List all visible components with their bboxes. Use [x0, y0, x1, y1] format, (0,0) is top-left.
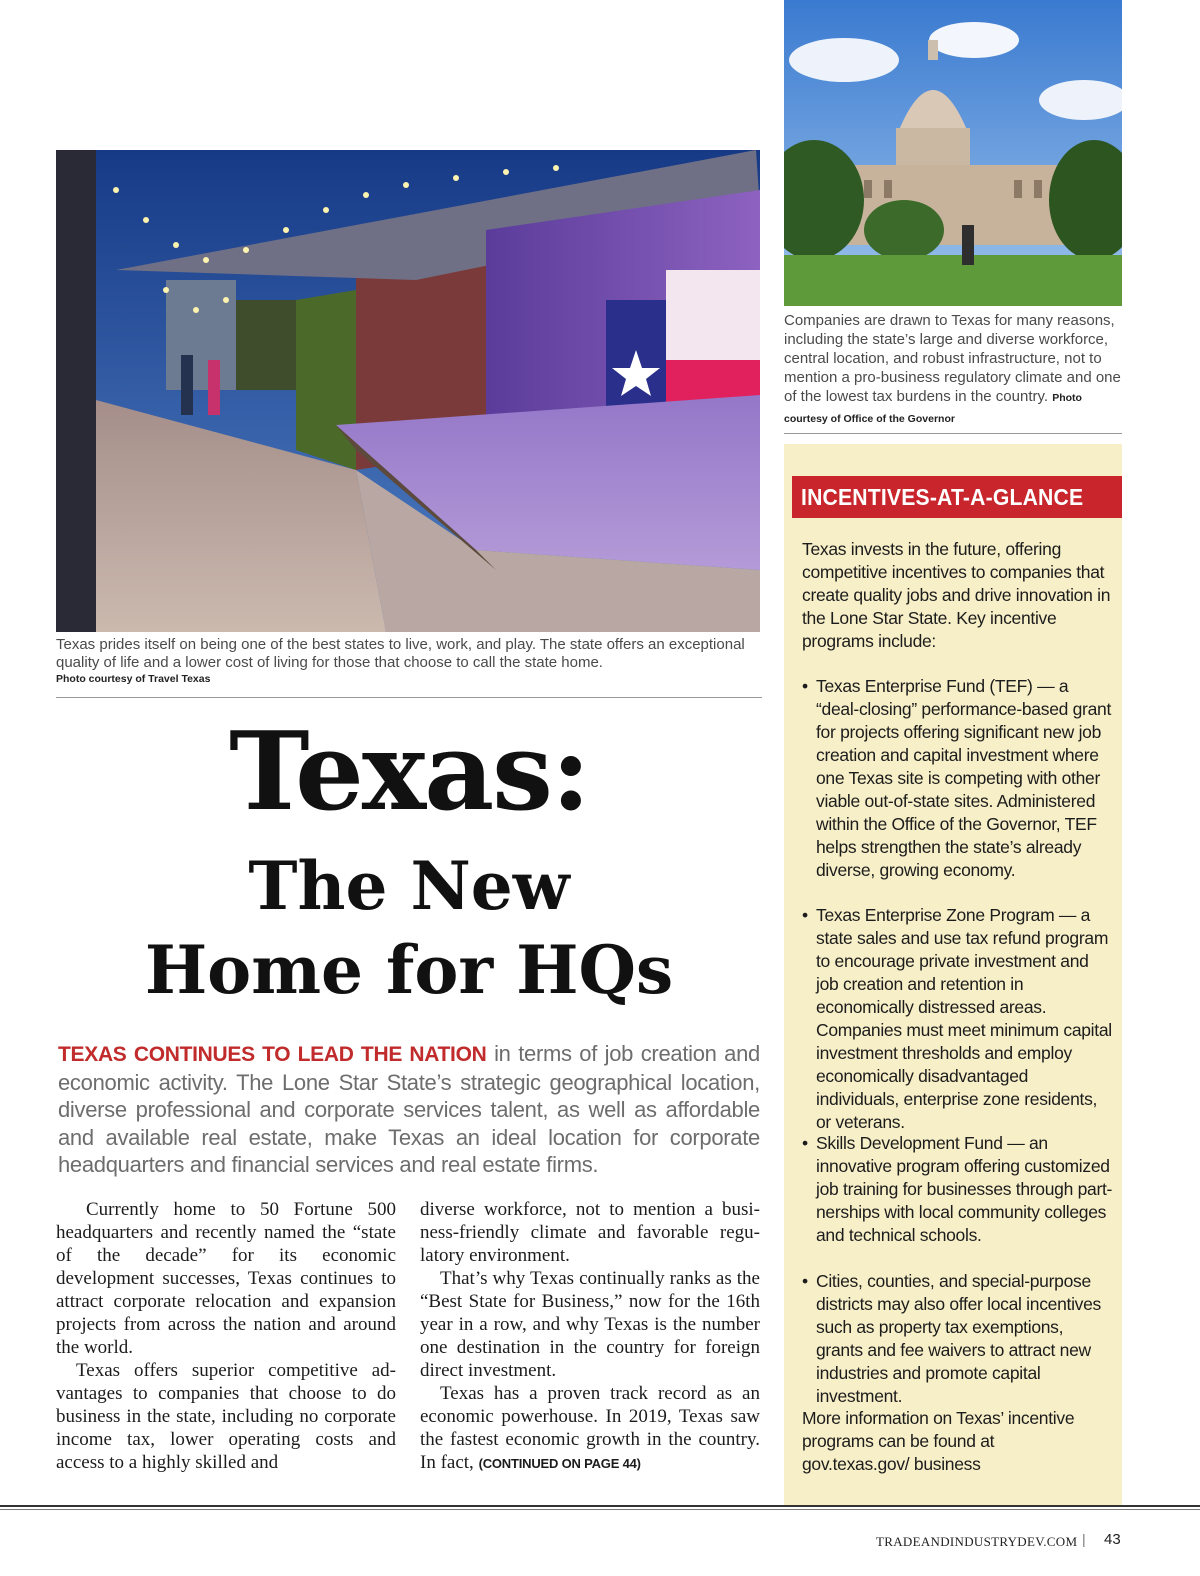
incentive-text: Skills Development Fund — an innovative program offering customized job training for businesses through partnerships with local community colleges and technical schools.: [816, 1133, 1113, 1245]
main-photo: [56, 150, 760, 632]
sidebar-intro: Texas invests in the future, offering competitive incentives to companies that create quality jobs and drive innovation in the Lone Star State. Key incentive programs include:: [802, 539, 1111, 651]
capitol-photo-caption: [784, 311, 1124, 429]
capitol-photo-credit: Photo courtesy of Office of the Governor: [784, 392, 1082, 425]
footer-rule: [0, 1505, 1200, 1507]
body-paragraph: [420, 1382, 760, 1475]
capitol-photo: [784, 0, 1122, 306]
incentive-item: [802, 1132, 1114, 1247]
headline-line-1: Texas:: [229, 709, 589, 835]
body-column-2: [420, 1198, 760, 1475]
body-column-1: [56, 1198, 396, 1474]
headline-line-2: The New: [248, 847, 570, 925]
body-paragraph: diverse workforce, not to mention a business-friendly climate and favorable regulatory environment.: [420, 1199, 760, 1266]
more-info-text: More information on Texas’ incentive programs can be found at gov.texas.gov/ business: [802, 1408, 1075, 1474]
capitol-caption-text: Companies are drawn to Texas for many reasons, including the state’s large and diverse workforce, central location, and robust infrastructure, not to mention a pro-business regulatory climate and one of the lowest tax burdens in the country.: [784, 312, 1121, 405]
footer-site-name: TRADEANDINDUSTRYDEV.COM: [876, 1534, 1078, 1549]
incentive-item: [802, 1270, 1114, 1408]
sidebar-title: INCENTIVES-AT-A-GLANCE: [801, 484, 1084, 510]
main-photo-credit: Photo courtesy of Travel Texas: [56, 673, 211, 685]
bullet-icon: •: [802, 1133, 808, 1153]
footer-separator: |: [1082, 1531, 1086, 1547]
headline-line-3: Home for HQs: [144, 931, 674, 1009]
bullet-icon: •: [802, 1271, 808, 1291]
incentive-item: [802, 904, 1114, 1134]
incentive-text: Cities, counties, and special-purpose districts may also offer local incentives such as property tax exemptions, grants and fee waivers to attract new industries and promote capital investment.: [816, 1271, 1101, 1406]
incentive-text: Texas Enterprise Zone Program — a state sales and use tax refund program to encourage private investment and job creation and retention in economically distressed areas. Companies must meet minimum capital investment thresholds and employ economically disadvantaged individuals, enterprise zone residents, or veterans.: [816, 905, 1112, 1132]
body-paragraph: Currently home to 50 Fortune 500 headquarters and recently named the “state of the decade” for its economic development successes, Texas continues to attract corporate relocation and expansion projects from across the nation and around the world.: [56, 1199, 396, 1358]
incentive-item: [802, 675, 1114, 882]
continued-note: (CONTINUED ON PAGE 44): [478, 1456, 641, 1471]
body-paragraph: That’s why Texas continually ranks as the “Best State for Business,” now for the 16th year in a row, and why Texas is the number one destination in the country for foreign direct investment.: [420, 1268, 760, 1381]
intro-lead: TEXAS CONTINUES TO LEAD THE NATION: [58, 1043, 487, 1066]
page-number: 43: [1104, 1531, 1121, 1548]
footer-rule: [0, 1509, 1200, 1510]
bullet-icon: •: [802, 905, 808, 925]
body-paragraph: Texas offers superior competitive advantages to companies that choose to do business in the state, including no corporate income tax, lower operating costs and access to a highly skilled and: [56, 1360, 396, 1473]
incentive-text: Texas Enterprise Fund (TEF) — a “deal-closing” performance-based grant for projects offering significant new job creation and capital investment where one Texas site is competing with other viable out-of-state sites. Administered within the Office of the Governor, TEF helps strengthen the state’s already diverse, growing economy.: [816, 676, 1112, 880]
bullet-icon: •: [802, 676, 808, 696]
body-paragraph-text: Texas has a proven track record as an economic powerhouse. In 2019, Texas saw the fastest economic growth in the country. In fact,: [420, 1383, 760, 1473]
main-photo-caption: Texas prides itself on being one of the best states to live, work, and play. The state offers an exceptional quality of life and a lower cost of living for those that choose to call the state home.: [56, 636, 745, 671]
divider: [784, 433, 1122, 434]
divider: [56, 697, 762, 698]
intro-paragraph: [58, 1040, 760, 1179]
intro-text: in terms of job creation and economic activity. The Lone Star State’s strategic geographical location, diverse professional and corporate services talent, as well as affordable and available real estate, make Texas an ideal location for corporate headquarters and financial services and real estate firms.: [58, 1041, 760, 1177]
